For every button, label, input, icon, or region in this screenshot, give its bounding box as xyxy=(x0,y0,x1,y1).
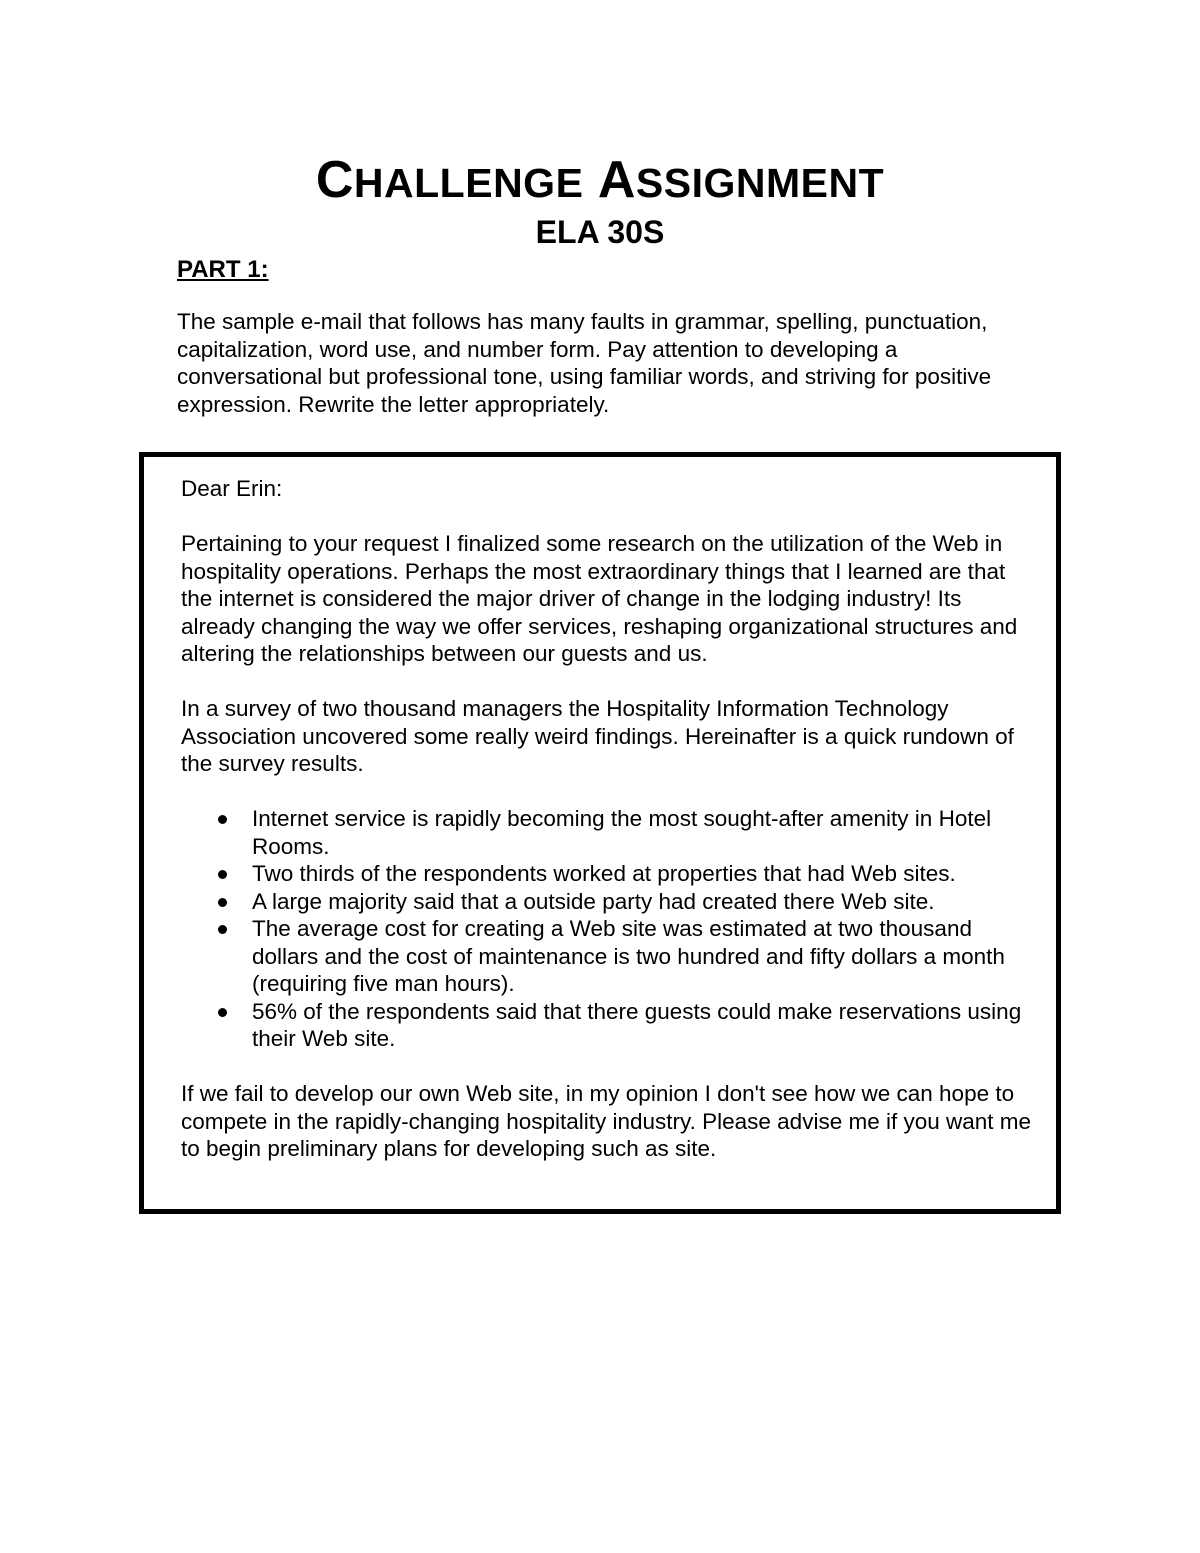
list-item xyxy=(252,805,1041,860)
list-item-text: Internet service is rapidly becoming the most sought-after amenity in Hotel Rooms. xyxy=(252,806,992,859)
title-rest-2: SSIGNMENT xyxy=(635,160,885,206)
bullet-icon xyxy=(218,925,227,934)
title-initial-2: A xyxy=(597,151,636,209)
instructions-paragraph: The sample e-mail that follows has many faults in grammar, spelling, punctuation, capitalization, word use, and number form. Pay attention to developing a conversational but professional tone, using familiar words, and striving for positive expression. Rewrite the letter appropriately. xyxy=(177,309,992,417)
title-initial-1: C xyxy=(315,151,354,209)
list-item xyxy=(252,915,1041,998)
course-code: ELA 30S xyxy=(535,214,665,250)
email-body xyxy=(181,475,1041,1190)
list-item-text: 56% of the respondents said that there guests could make reservations using their Web site. xyxy=(252,998,1022,1051)
page-title xyxy=(0,150,1200,213)
bullet-icon xyxy=(218,870,227,879)
bullet-icon xyxy=(218,1008,227,1017)
list-item xyxy=(252,998,1041,1053)
list-item-text: The average cost for creating a Web site was estimated at two thousand dollars and the cost of maintenance is two hundred and fifty dollars a month (requiring five man hours). xyxy=(252,916,1005,996)
list-item xyxy=(252,860,1041,888)
bullet-icon xyxy=(218,898,227,907)
sample-email-box xyxy=(139,452,1061,1214)
email-paragraph-1: Pertaining to your request I finalized some research on the utilization of the Web in hospitality operations. Perhaps the most extraordinary things that I learned are that the internet is considered the major driver of change in the lodging industry! Its already changing the way we offer services, reshaping organizational structures and altering the relationships between our guests and us. xyxy=(181,531,1018,666)
title-rest-1: HALLENGE xyxy=(353,160,584,206)
part-heading: PART 1: xyxy=(177,256,269,283)
list-item-text: Two thirds of the respondents worked at properties that had Web sites. xyxy=(252,861,956,886)
email-closing-paragraph: If we fail to develop our own Web site, in my opinion I don't see how we can hope to compete in the rapidly-changing hospitality industry. Please advise me if you want me to begin preliminary plans for developing such as site. xyxy=(181,1081,1032,1161)
list-item xyxy=(252,888,1041,916)
email-salutation: Dear Erin: xyxy=(181,476,283,501)
email-paragraph-2: In a survey of two thousand managers the Hospitality Information Technology Association uncovered some really weird findings. Hereinafter is a quick rundown of the survey results. xyxy=(181,696,1014,776)
list-item-text: A large majority said that a outside party had created there Web site. xyxy=(252,888,935,914)
survey-results-list xyxy=(181,805,1041,1053)
bullet-icon xyxy=(218,815,227,824)
